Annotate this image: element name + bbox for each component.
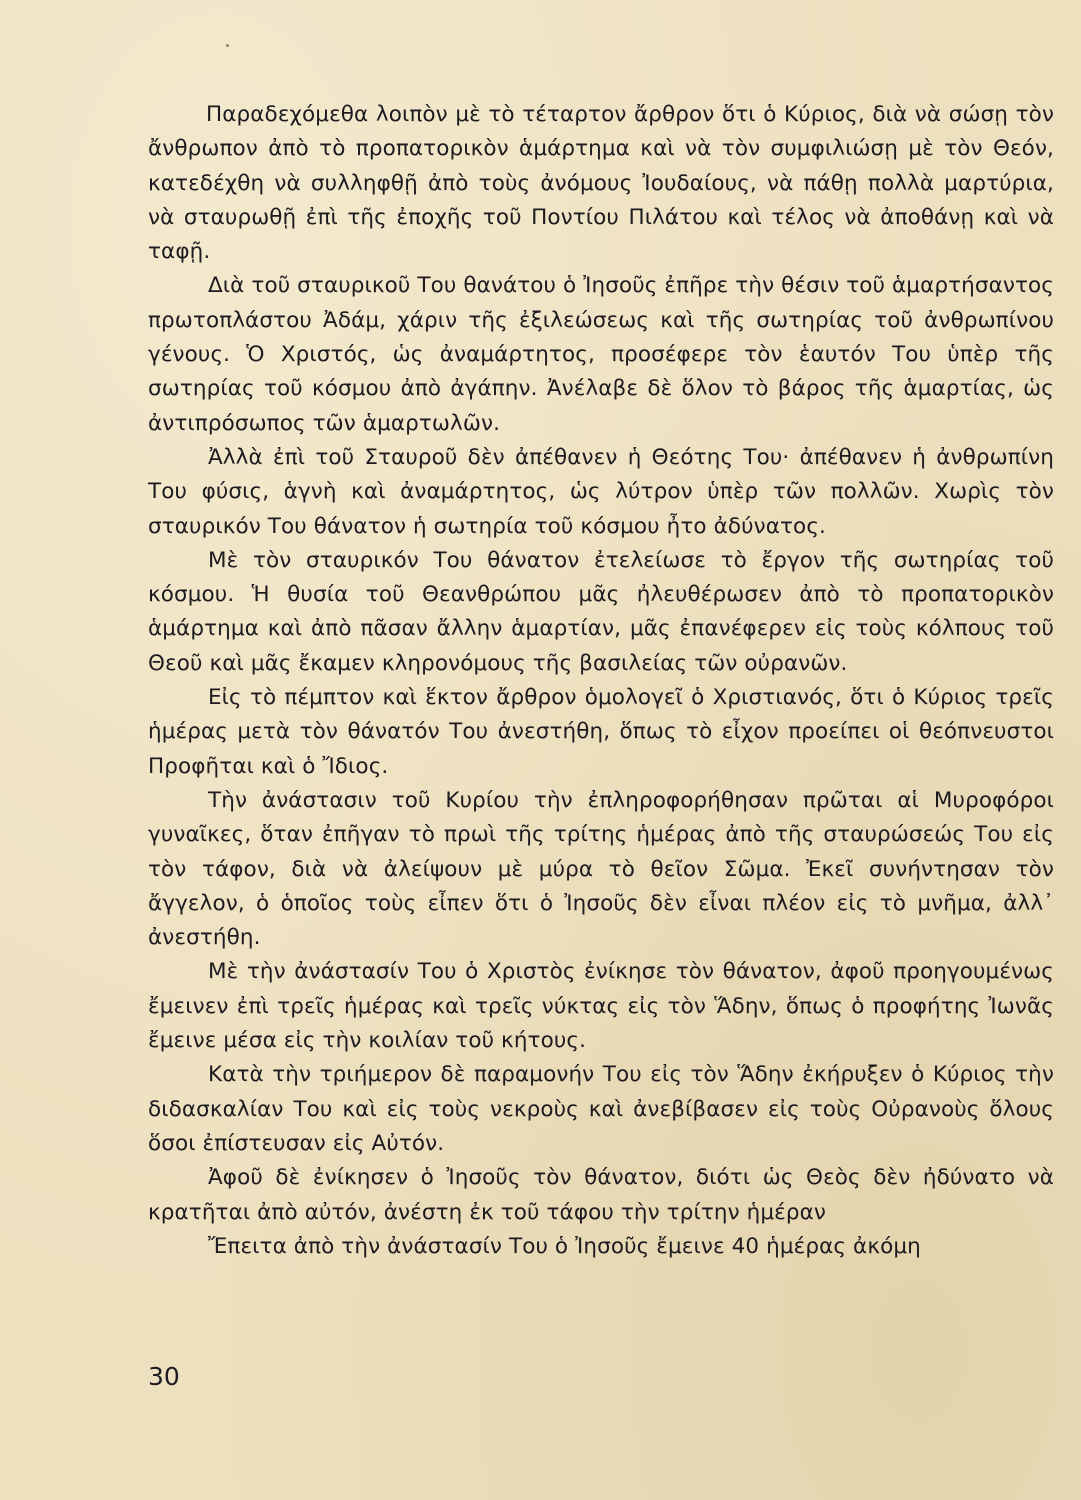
paragraph-6: Τὴν ἀνάστασιν τοῦ Κυρίου τὴν ἐπληροφορήθησαν πρῶται αἱ Μυροφόροι γυναῖκες, ὅταν ἐπῆγαν τὸ πρωὶ τῆς τρίτης ἡμέρας ἀπὸ τῆς σταυρώσεώς Του εἰς τὸν τάφον, διὰ νὰ ἀλείψουν μὲ μύρα τὸ θεῖον Σῶμα. Ἐκεῖ συνήντησαν τὸν ἄγγελον, ὁ ὁποῖος τοὺς εἶπεν ὅτι ὁ Ἰησοῦς δὲν εἶναι πλέον εἰς τὸ μνῆμα, ἀλλ᾽ ἀνεστήθη. bbox=[148, 787, 1054, 951]
paragraph-10: Ἔπειτα ἀπὸ τὴν ἀνάστασίν Του ὁ Ἰησοῦς ἔμεινε 40 ἡμέρας ἀκόμη bbox=[208, 1233, 921, 1259]
paragraph-8: Κατὰ τὴν τριήμερον δὲ παραμονήν Του εἰς τὸν Ἅδην ἐκήρυξεν ὁ Κύριος τὴν διδασκαλίαν Του καὶ εἰς τοὺς νεκροὺς καὶ ἀνεβίβασεν εἰς τοὺς Οὐρανοὺς ὅλους ὅσοι ἐπίστευσαν εἰς Αὐτόν. bbox=[148, 1062, 1054, 1156]
paragraph-5: Εἰς τὸ πέμπτον καὶ ἕκτον ἄρθρον ὁμολογεῖ ὁ Χριστιανός, ὅτι ὁ Κύριος τρεῖς ἡμέρας μετὰ τὸν θάνατόν Του ἀνεστήθη, ὅπως τὸ εἶχον προείπει οἱ θεόπνευστοι Προφῆται καὶ ὁ Ἴδιος. bbox=[148, 685, 1054, 779]
paragraph-3: Ἀλλὰ ἐπὶ τοῦ Σταυροῦ δὲν ἀπέθανεν ἡ Θεότης Του· ἀπέθανεν ἡ ἀνθρωπίνη Του φύσις, ἁγνὴ καὶ ἀναμάρτητος, ὡς λύτρον ὑπὲρ τῶν πολλῶν. Χωρὶς τὸν σταυρικόν Του θάνατον ἡ σωτηρία τοῦ κόσμου ἦτο ἀδύνατος. bbox=[148, 444, 1054, 539]
paragraph-7: Μὲ τὴν ἀνάστασίν Του ὁ Χριστὸς ἐνίκησε τὸν θάνατον, ἀφοῦ προηγουμένως ἔμεινεν ἐπὶ τρεῖς ἡμέρας καὶ τρεῖς νύκτας εἰς τὸν Ἅδην, ὅπως ὁ προφήτης Ἰωνᾶς ἔμεινε μέσα εἰς τὴν κοιλίαν τοῦ κήτους. bbox=[148, 959, 1054, 1054]
body-text bbox=[148, 98, 1054, 1264]
paragraph-9: Ἀφοῦ δὲ ἐνίκησεν ὁ Ἰησοῦς τὸν θάνατον, διότι ὡς Θεὸς δὲν ἠδύνατο νὰ κρατῆται ἀπὸ αὐτόν, ἀνέστη ἐκ τοῦ τάφου τὴν τρίτην ἡμέραν bbox=[148, 1165, 1054, 1225]
ink-speck bbox=[226, 44, 229, 47]
paragraph-2: Διὰ τοῦ σταυρικοῦ Του θανάτου ὁ Ἰησοῦς ἐπῆρε τὴν θέσιν τοῦ ἁμαρτήσαντος πρωτοπλάστου Ἀδάμ, χάριν τῆς ἐξιλεώσεως καὶ τῆς σωτηρίας τοῦ ἀνθρωπίνου γένους. Ὁ Χριστός, ὡς ἀναμάρτητος, προσέφερε τὸν ἑαυτόν Του ὑπὲρ τῆς σωτηρίας τοῦ κόσμου ἀπὸ ἀγάπην. Ἀνέλαβε δὲ ὅλον τὸ βάρος τῆς ἁμαρτίας, ὡς ἀντιπρόσωπος τῶν ἁμαρτωλῶν. bbox=[148, 273, 1054, 436]
paragraph-1: Παραδεχόμεθα λοιπὸν μὲ τὸ τέταρτον ἄρθρον ὅτι ὁ Κύριος, διὰ νὰ σώσῃ τὸν ἄνθρωπον ἀπὸ τὸ προπατορικὸν ἁμάρτημα καὶ νὰ τὸν συμφιλιώσῃ μὲ τὸν Θεόν, κατεδέχθη νὰ συλληφθῇ ἀπὸ τοὺς ἀνόμους Ἰουδαίους, νὰ πάθῃ πολλὰ μαρτύρια, νὰ σταυρωθῇ ἐπὶ τῆς ἐποχῆς τοῦ Ποντίου Πιλάτου καὶ τέλος νὰ ἀποθάνῃ καὶ νὰ ταφῇ. bbox=[148, 102, 1054, 265]
paragraph-4: Μὲ τὸν σταυρικόν Του θάνατον ἐτελείωσε τὸ ἔργον τῆς σωτηρίας τοῦ κόσμου. Ἡ θυσία τοῦ Θεανθρώπου μᾶς ἠλευθέρωσεν ἀπὸ τὸ προπατορικὸν ἁμάρτημα καὶ ἀπὸ πᾶσαν ἄλλην ἁμαρτίαν, μᾶς ἐπανέφερεν εἰς τοὺς κόλπους τοῦ Θεοῦ καὶ μᾶς ἔκαμεν κληρονόμους τῆς βασιλείας τῶν οὐρανῶν. bbox=[148, 547, 1054, 676]
page-number: 30 bbox=[148, 1362, 180, 1391]
